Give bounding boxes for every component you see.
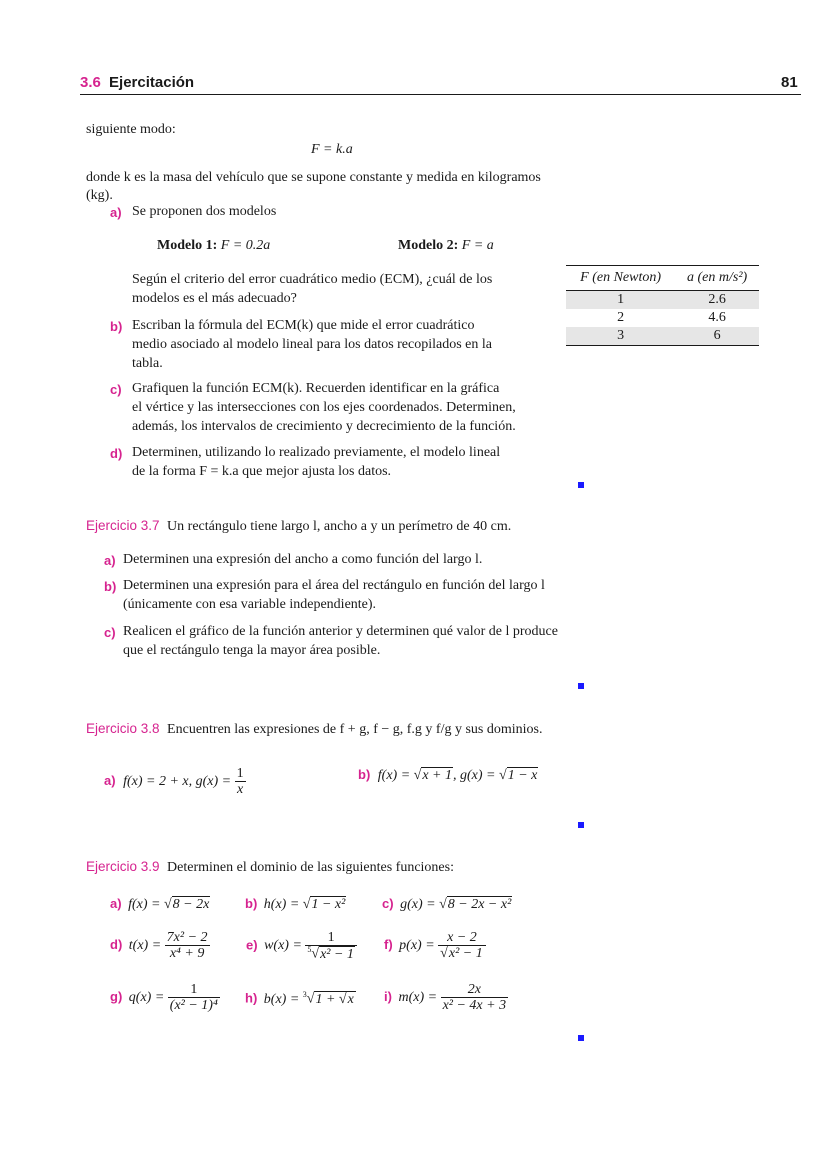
ej39-d-fraction — [165, 930, 210, 962]
qed-square — [578, 683, 584, 689]
item-b-line-2: medio asociado al modelo lineal para los datos recopilados en la — [132, 337, 492, 352]
modelo-1-name: Modelo 1 — [157, 238, 213, 253]
ej38-heading — [86, 721, 543, 738]
item-b-label: b) — [110, 319, 123, 334]
ej39-a-lhs: f(x) = — [128, 897, 161, 912]
ej39-e — [246, 930, 357, 962]
ej38-a-numerator: 1 — [236, 766, 244, 781]
ej39-e-root-index: 5 — [307, 945, 312, 955]
ej39-c-label: c) — [382, 896, 394, 911]
ej37-b-line-1: Determinen una expresión para el área del rectángulo en función del largo l — [123, 578, 545, 593]
intro-line-3: (kg). — [86, 188, 113, 203]
ej38-b-expr-1: f(x) = — [377, 768, 411, 783]
item-b-line-1: Escriban la fórmula del ECM(k) que mide el error cuadrático — [132, 318, 475, 333]
ej39-g-lhs: q(x) = — [128, 990, 165, 1006]
item-a-text: Se proponen dos modelos — [132, 204, 277, 219]
running-header — [80, 74, 194, 91]
item-a-label: a) — [110, 205, 122, 220]
ej38-a-expr: f(x) = 2 + x, g(x) = — [123, 774, 232, 790]
ej39-a-radicand: 8 − 2x — [172, 897, 210, 912]
ej37-heading — [86, 518, 511, 535]
ej39-i-lhs: m(x) = — [398, 990, 438, 1006]
ej39-f-radicand: x² − 1 — [448, 946, 483, 962]
ej39-b-label: b) — [245, 896, 258, 911]
ej39-i-fraction — [441, 982, 509, 1014]
ej38-title: Ejercicio 3.8 — [86, 721, 160, 736]
intro-formula: F = k.a — [311, 142, 353, 157]
ej39-h-label: h) — [245, 990, 258, 1006]
ej39-i-numerator: 2x — [441, 982, 509, 998]
ej39-a: a) f(x) = √8 − 2x — [110, 896, 210, 912]
item-a-question-2: modelos es el más adecuado? — [132, 291, 297, 306]
ej38-a-label: a) — [104, 773, 116, 789]
ej37-c-line-1: Realicen el gráfico de la función anterior y determinen qué valor de l produce — [123, 624, 558, 639]
ej37-c-label: c) — [104, 625, 116, 640]
ej39-d-label: d) — [110, 937, 123, 953]
ej39-g-label: g) — [110, 989, 123, 1005]
ej39-e-numerator: 1 — [305, 930, 357, 946]
ej38-b-radicand-2: 1 − x — [507, 768, 538, 783]
ej37-a-label: a) — [104, 553, 116, 568]
ej39-f-fraction — [438, 930, 486, 962]
ej38-a-fraction — [235, 766, 246, 798]
ej39-h-radicand: 1 + √x — [315, 991, 354, 1007]
ej37-statement: Un rectángulo tiene largo l, ancho a y un perímetro de 40 cm. — [167, 519, 512, 534]
ej39-b-lhs: h(x) = — [263, 897, 300, 912]
ej39-e-denominator: $^5$√x² − 1 — [307, 945, 354, 963]
ej39-b: b) h(x) = √1 − x² — [245, 896, 346, 912]
table-row — [566, 309, 759, 327]
table-header-row — [566, 266, 759, 291]
table-cell: 2 — [617, 310, 625, 325]
ej39-a-label: a) — [110, 896, 122, 911]
intro-line-1: siguiente modo: — [86, 122, 176, 137]
ej39-c-lhs: g(x) = — [400, 897, 436, 912]
item-b-line-3: tabla. — [132, 356, 163, 371]
data-table — [566, 265, 759, 346]
ej39-g-numerator: 1 — [168, 982, 220, 998]
ej39-e-fraction — [305, 930, 357, 962]
item-d-line-1: Determinen, utilizando lo realizado previamente, el modelo lineal — [132, 445, 501, 460]
ej39-d-lhs: t(x) = — [128, 938, 162, 954]
ej38-b-label: b) — [358, 767, 371, 782]
table-cell: 3 — [617, 328, 625, 343]
ej39-title: Ejercicio 3.9 — [86, 859, 160, 874]
table-cell: 1 — [617, 292, 625, 307]
ej39-g-denominator: (x² − 1)⁴ — [169, 998, 218, 1014]
modelo-2-expr: F = a — [461, 238, 494, 253]
item-c-label: c) — [110, 382, 122, 397]
ej37-a-text: Determinen una expresión del ancho a como función del largo l. — [123, 552, 483, 567]
ej37-c-line-2: que el rectángulo tenga la mayor área posible. — [123, 643, 381, 658]
ej39-f — [384, 930, 486, 962]
ej38-b-radicand-1: x + 1 — [422, 768, 453, 783]
item-a-question-1: Según el criterio del error cuadrático medio (ECM), ¿cuál de los — [132, 272, 493, 287]
ej39-h-root-index: 3 — [302, 990, 307, 999]
ej39-c-radicand: 8 − 2x − x² — [447, 897, 512, 912]
ej39-f-numerator: x − 2 — [438, 930, 486, 946]
ej39-f-lhs: p(x) = — [399, 938, 435, 954]
item-d-line-2: de la forma F = k.a que mejor ajusta los datos. — [132, 464, 392, 479]
ej38-a — [104, 766, 246, 798]
modelo-1-expr: F = 0.2a — [220, 238, 271, 253]
qed-square — [578, 482, 584, 488]
ej39-h-lhs: b(x) = — [263, 991, 300, 1007]
header-rule — [80, 94, 801, 95]
ej39-h-radicand-b: x — [347, 991, 354, 1007]
item-c-line-1: Grafiquen la función ECM(k). Recuerden identificar en la gráfica — [132, 381, 500, 396]
ej39-c: c) g(x) = √8 − 2x − x² — [382, 896, 512, 912]
ej39-b-radicand: 1 − x² — [311, 897, 346, 912]
ej39-i — [384, 982, 508, 1014]
ej38-a-denominator: x — [236, 782, 244, 798]
table-row — [566, 291, 759, 310]
table-cell: 2.6 — [708, 292, 726, 307]
ej39-e-radicand: x² − 1 — [320, 947, 354, 963]
section-title: Ejercitación — [109, 74, 195, 91]
ej39-i-denominator: x² − 4x + 3 — [442, 998, 507, 1014]
ej39-f-label: f) — [384, 937, 393, 953]
section-number: 3.6 — [80, 74, 101, 91]
ej38-b: b) f(x) = √x + 1, g(x) = √1 − x — [358, 767, 538, 783]
ej39-statement: Determinen el dominio de las siguientes funciones: — [167, 860, 454, 875]
ej39-d-numerator: 7x² − 2 — [166, 930, 208, 945]
ej39-g-fraction — [168, 982, 220, 1014]
modelo-1: Modelo 1: F = 0.2a — [157, 238, 271, 253]
ej39-e-label: e) — [246, 937, 258, 953]
item-d-label: d) — [110, 446, 123, 461]
table-header-cell: F (en Newton) — [580, 270, 662, 285]
modelo-2: Modelo 2: F = a — [398, 238, 494, 253]
item-c-line-2: el vértice y las intersecciones con los ejes coordenados. Determinen, — [132, 400, 516, 415]
ej39-d — [110, 930, 210, 962]
ej37-b-line-2: (únicamente con esa variable independiente). — [123, 597, 377, 612]
ej39-d-denominator: x⁴ + 9 — [169, 946, 205, 962]
ej37-b-label: b) — [104, 579, 117, 594]
data-table-wrapper — [566, 265, 759, 346]
intro-line-2: donde k es la masa del vehículo que se supone constante y medida en kilogramos — [86, 170, 541, 185]
ej37-title: Ejercicio 3.7 — [86, 518, 160, 533]
qed-square — [578, 822, 584, 828]
table-cell: 6 — [713, 328, 721, 343]
ej39-f-denominator: √x² − 1 — [440, 946, 483, 962]
modelo-2-name: Modelo 2 — [398, 238, 454, 253]
ej39-e-lhs: w(x) = — [264, 938, 302, 954]
ej39-h: h) b(x) = $^3$√1 + √x — [245, 990, 354, 1007]
qed-square — [578, 1035, 584, 1041]
ej39-g — [110, 982, 220, 1014]
table-cell: 4.6 — [708, 310, 726, 325]
ej38-statement: Encuentren las expresiones de f + g, f − g, f.g y f/g y sus dominios. — [167, 722, 543, 737]
item-c-line-3: además, los intervalos de crecimiento y decrecimiento de la función. — [132, 419, 516, 434]
ej39-h-radicand-a: 1 + — [315, 991, 336, 1007]
ej38-b-expr-2: , g(x) = — [453, 768, 496, 783]
page-number: 81 — [781, 74, 798, 91]
table-header-cell: a (en m/s²) — [687, 270, 748, 285]
ej39-heading — [86, 859, 454, 876]
ej39-i-label: i) — [384, 989, 392, 1005]
table-row — [566, 327, 759, 346]
